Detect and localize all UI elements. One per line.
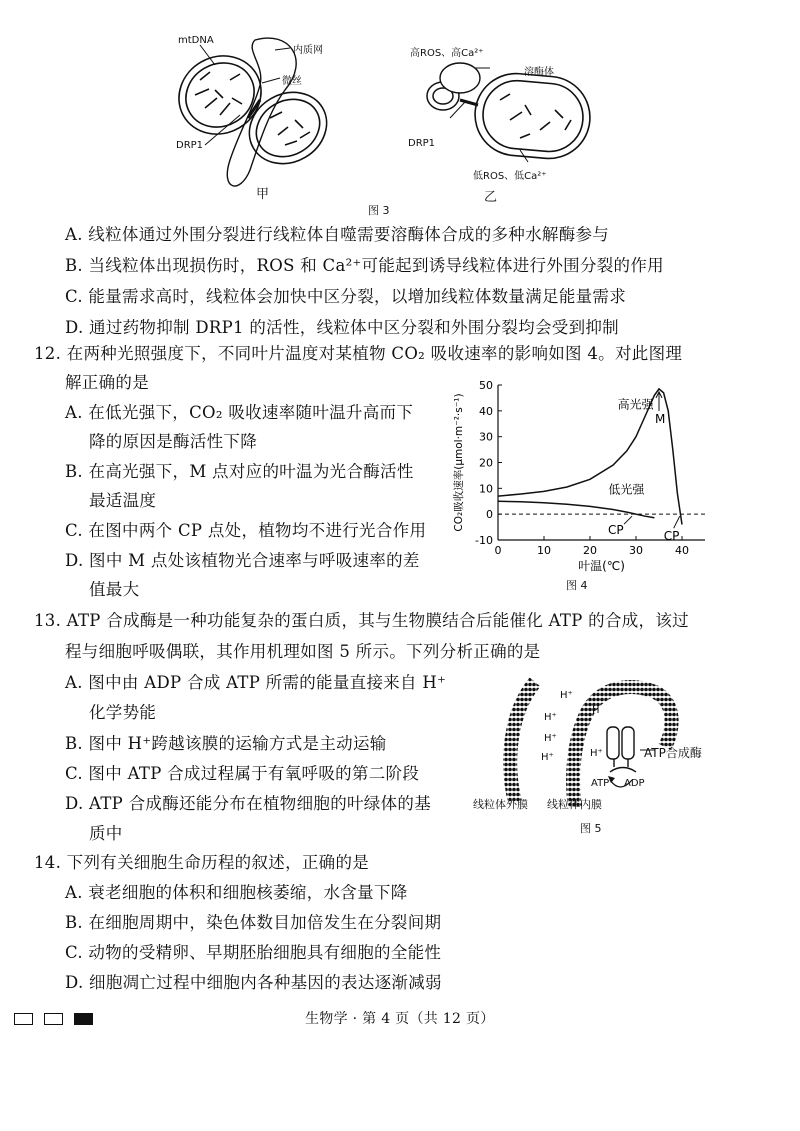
sub-label-a: 甲 xyxy=(256,187,270,202)
q13-option-a-2: 化学势能 xyxy=(89,703,157,722)
label-drp1-right: DRP1 xyxy=(408,138,436,149)
label-lysosome: 溶酶体 xyxy=(524,67,554,78)
y-tick-label: 30 xyxy=(479,430,493,444)
q11-option-d: D. 通过药物抑制 DRP1 的活性，线粒体中区分裂和外围分裂均会受到抑制 xyxy=(65,318,619,337)
figure-5-membrane xyxy=(480,672,720,812)
cp-point-1-leader xyxy=(624,516,632,524)
q13-option-d-1: D. ATP 合成酶还能分布在植物细胞的叶绿体的基 xyxy=(65,794,431,813)
x-tick-label: 30 xyxy=(629,544,643,557)
y-tick-label: -10 xyxy=(475,534,493,547)
q14-option-d: D. 细胞凋亡过程中细胞内各种基因的表达逐渐减弱 xyxy=(65,973,442,992)
q13-option-d-2: 质中 xyxy=(89,824,123,843)
q12-option-d-1: D. 图中 M 点处该植物光合速率与呼吸速率的差 xyxy=(65,551,420,570)
outer-membrane xyxy=(510,682,535,802)
y-tick-label: 20 xyxy=(479,456,493,470)
q12-option-b-1: B. 在高光强下，M 点对应的叶温为光合酶活性 xyxy=(65,462,414,481)
q13-option-a-1: A. 图中由 ADP 合成 ATP 所需的能量直接来自 H⁺ xyxy=(65,673,447,692)
figure-5-caption: 图 5 xyxy=(580,822,602,835)
q12-option-a-2: 降的原因是酶活性下降 xyxy=(89,432,257,451)
y-tick-label: 10 xyxy=(479,482,493,496)
h-label-4: H⁺ xyxy=(541,752,554,763)
x-tick-label: 40 xyxy=(675,544,689,557)
x-tick-label: 20 xyxy=(583,544,597,557)
y-axis-label: CO₂吸收速率(μmol·m⁻²·s⁻¹) xyxy=(453,393,465,532)
q12-stem-line-1: 12. 在两种光照强度下，不同叶片温度对某植物 CO₂ 吸收速率的影响如图 4。对此图理 xyxy=(34,344,683,363)
figure-4-caption: 图 4 xyxy=(566,579,588,592)
x-tick-label: 0 xyxy=(494,544,502,557)
series-line-1 xyxy=(498,501,654,518)
label-mtdna: mtDNA xyxy=(178,35,214,46)
label-low-ros: 低ROS、低Ca²⁺ xyxy=(473,171,547,182)
footer-page-number: 生物学 · 第 4 页（共 12 页） xyxy=(305,1011,495,1027)
h-label-2: H⁺ xyxy=(544,712,557,723)
q13-option-b: B. 图中 H⁺跨越该膜的运输方式是主动运输 xyxy=(65,734,387,753)
series-label-high: 高光强 xyxy=(617,397,654,412)
q11-option-a: A. 线粒体通过外围分裂进行线粒体自噬需要溶酶体合成的多种水解酶参与 xyxy=(65,225,610,244)
label-filament: 微丝 xyxy=(282,76,302,87)
footer-box-2 xyxy=(44,1013,63,1025)
lysosome xyxy=(440,63,480,93)
series-line-0 xyxy=(498,389,682,525)
figure-3-caption: 图 3 xyxy=(368,204,390,217)
q13-option-c: C. 图中 ATP 合成过程属于有氧呼吸的第二阶段 xyxy=(65,764,420,783)
q14-stem: 14. 下列有关细胞生命历程的叙述，正确的是 xyxy=(34,853,370,872)
q13-stem-line-1: 13. ATP 合成酶是一种功能复杂的蛋白质，其与生物膜结合后能催化 ATP 的合成，该过 xyxy=(34,611,689,630)
mitochondrion-right xyxy=(472,70,594,162)
label-adp: ADP xyxy=(624,778,645,789)
cp-point-2-leader xyxy=(674,516,680,528)
h-label-6: H⁺ xyxy=(590,748,603,759)
x-axis-label: 叶温(℃) xyxy=(578,559,625,573)
h-label-5: H xyxy=(592,705,600,716)
h-label-3: H⁺ xyxy=(544,733,557,744)
sub-label-b: 乙 xyxy=(484,190,498,205)
label-atp: ATP xyxy=(591,778,610,789)
y-tick-label: 40 xyxy=(479,404,493,418)
q11-option-b: B. 当线粒体出现损伤时，ROS 和 Ca²⁺可能起到诱导线粒体进行外围分裂的作用 xyxy=(65,256,664,275)
footer-box-1 xyxy=(14,1013,33,1025)
figure-4-chart xyxy=(440,375,720,580)
q12-stem-line-2: 解正确的是 xyxy=(65,373,149,392)
q12-option-b-2: 最适温度 xyxy=(89,491,157,510)
label-inner-membrane: 线粒体内膜 xyxy=(547,798,602,811)
y-tick-label: 0 xyxy=(486,508,493,522)
q12-option-a-1: A. 在低光强下，CO₂ 吸收速率随叶温升高而下 xyxy=(65,403,414,422)
x-tick-label: 10 xyxy=(537,544,551,557)
q13-stem-line-2: 程与细胞呼吸偶联，其作用机理如图 5 所示。下列分析正确的是 xyxy=(65,642,541,661)
label-atp-synthase: ATP合成酶 xyxy=(644,746,702,760)
label-drp1-left: DRP1 xyxy=(176,140,204,151)
label-high-ros: 高ROS、高Ca²⁺ xyxy=(410,48,484,59)
footer-box-3 xyxy=(74,1013,93,1025)
y-tick-label: 50 xyxy=(479,379,493,392)
label-er: 内质网 xyxy=(293,45,323,56)
q11-option-c: C. 能量需求高时，线粒体会加快中区分裂，以增加线粒体数量满足能量需求 xyxy=(65,287,627,306)
q14-option-c: C. 动物的受精卵、早期胚胎细胞具有细胞的全能性 xyxy=(65,943,442,962)
q12-option-c: C. 在图中两个 CP 点处，植物均不进行光合作用 xyxy=(65,521,427,540)
label-outer-membrane: 线粒体外膜 xyxy=(473,798,528,811)
cp-point-2-label: CP xyxy=(663,529,680,544)
h-label-1: H⁺ xyxy=(560,690,573,701)
series-label-low: 低光强 xyxy=(608,482,645,497)
q14-option-a: A. 衰老细胞的体积和细胞核萎缩，水含量下降 xyxy=(65,883,408,902)
cp-point-1-label: CP xyxy=(608,523,624,538)
q12-option-d-2: 值最大 xyxy=(89,580,140,599)
atp-synthase-icon xyxy=(607,727,636,772)
m-point-label: M xyxy=(655,411,666,426)
q14-option-b: B. 在细胞周期中，染色体数目加倍发生在分裂间期 xyxy=(65,913,442,932)
